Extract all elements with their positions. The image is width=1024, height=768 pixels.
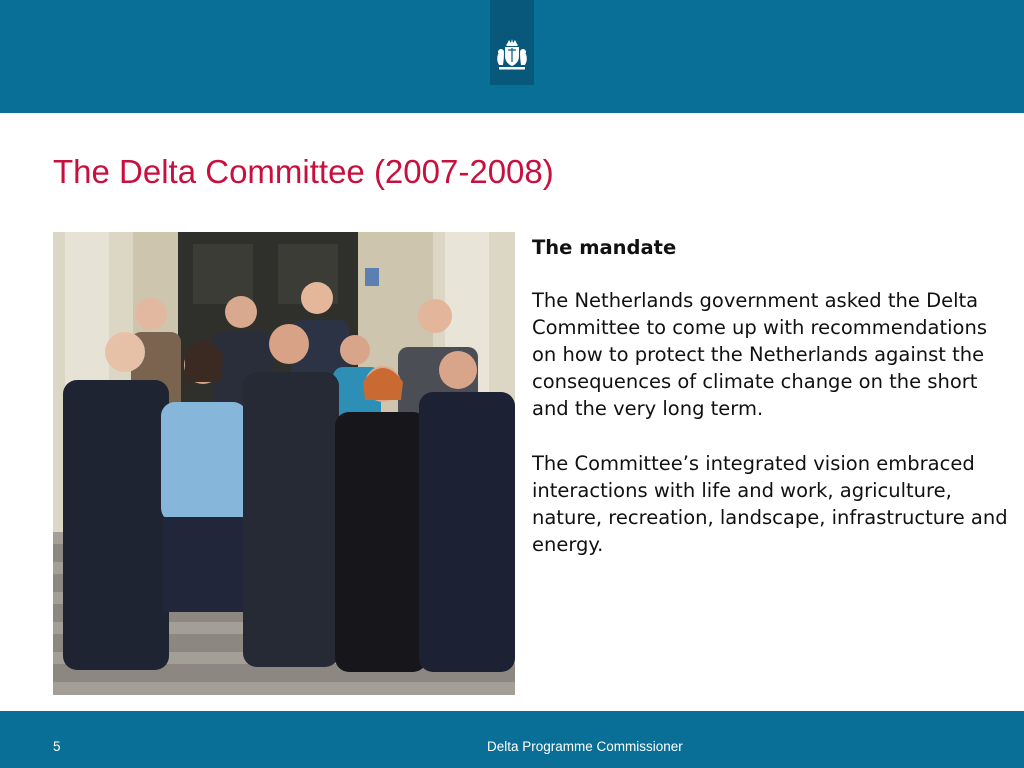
mandate-paragraph: The Netherlands government asked the Delta Committee to come up with recommendations on how to protect the Netherlands against the consequences of climate change on the short and the very long term. <box>532 289 987 420</box>
emblem-tab <box>490 0 534 85</box>
page-number: 5 <box>53 739 61 754</box>
slide-body <box>532 234 1012 586</box>
coat-of-arms-icon <box>494 38 530 72</box>
vision-paragraph: The Committee’s integrated vision embraced interactions with life and work, agriculture, nature, recreation, landscape, infrastructure and energy. <box>532 452 1008 556</box>
footer-text: Delta Programme Commissioner <box>487 739 683 754</box>
committee-group-photo <box>53 232 515 695</box>
header-band <box>0 0 1024 113</box>
footer-band <box>0 711 1024 768</box>
mandate-heading: The mandate <box>532 236 677 259</box>
slide-title: The Delta Committee (2007-2008) <box>53 153 554 190</box>
